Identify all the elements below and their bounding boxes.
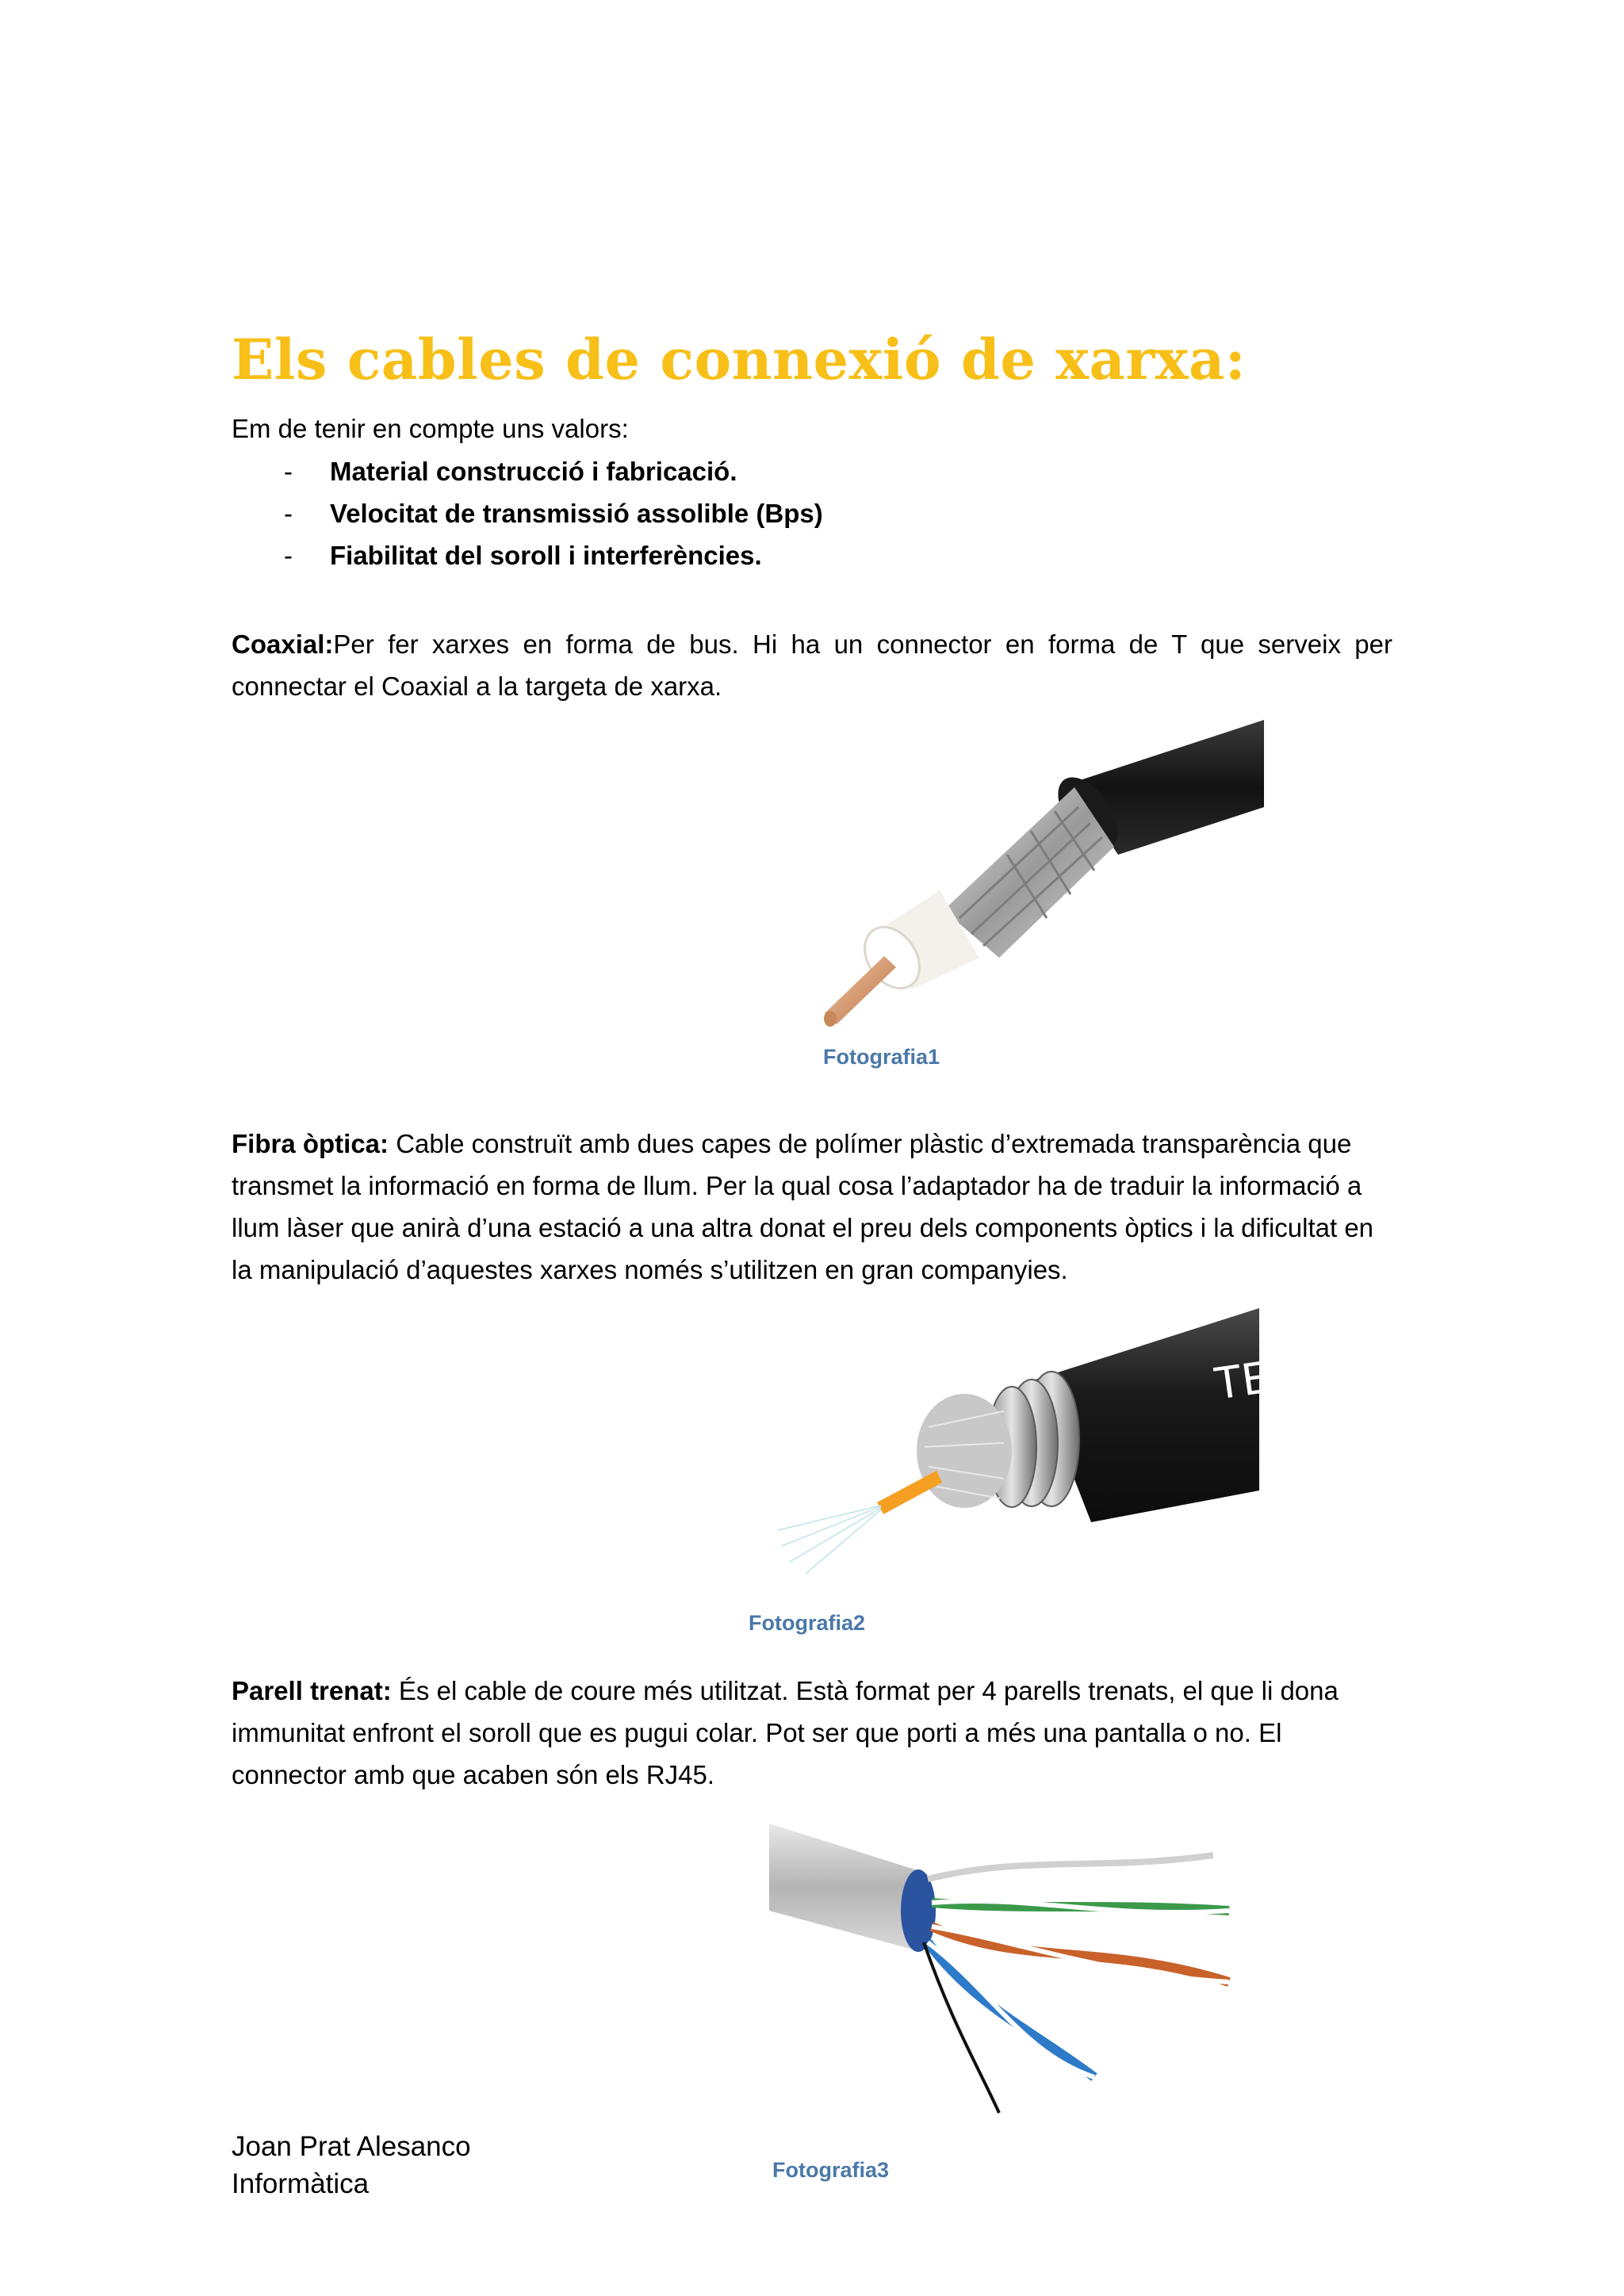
criteria-list	[232, 450, 823, 576]
parell-text: És el cable de coure més utilitzat. Està format per 4 parells trenats, el que li dona immunitat enfront el soroll que es pugui colar. Pot ser que porti a més una pantalla o no. El connector amb que acaben són els RJ45.	[232, 1676, 1339, 1789]
cable-brand-text: TE	[1210, 1350, 1277, 1410]
twisted-pair-cable-photo	[769, 1823, 1308, 2117]
bullet-marker: -	[284, 541, 293, 570]
bullet-marker: -	[284, 457, 293, 486]
parell-label: Parell trenat:	[232, 1676, 392, 1705]
list-item: - Fiabilitat del soroll i interferències.	[232, 534, 823, 576]
parell-paragraph	[232, 1670, 1392, 1796]
coaxial-label: Coaxial:	[232, 629, 334, 659]
list-item: - Material construcció i fabricació.	[232, 450, 823, 492]
fibra-paragraph	[232, 1123, 1392, 1291]
coaxial-paragraph	[232, 623, 1392, 707]
intro-text: Em de tenir en compte uns valors:	[232, 414, 629, 443]
photo-caption: Fotografia2	[749, 1611, 866, 1635]
fibra-text: Cable construït amb dues capes de polímer plàstic d’extremada transparència que transmet la informació en forma de llum. Per la qual cosa l’adaptador ha de traduir la informació a llum làser que anirà d’una estació a una altra donat el preu dels components òptics i la dificultat en la manipulació d’aquestes xarxes només s’utilitzen en gran companyies.	[232, 1129, 1374, 1284]
page-title: Els cables de connexió de xarxa:	[232, 327, 1247, 392]
bullet-marker: -	[284, 499, 293, 528]
coaxial-cable-photo	[809, 720, 1264, 1027]
list-item: - Velocitat de transmissió assolible (Bps)	[232, 492, 823, 534]
footer	[232, 2128, 471, 2202]
author-name: Joan Prat Alesanco	[232, 2131, 471, 2162]
coaxial-text: Per fer xarxes en forma de bus. Hi ha un connector en forma de T que serveix per connectar el Coaxial a la targeta de xarxa.	[232, 629, 1392, 701]
fiber-optic-cable-photo	[774, 1308, 1277, 1598]
photo-caption: Fotografia1	[823, 1045, 940, 1069]
photo-caption: Fotografia3	[772, 2158, 890, 2182]
fibra-label: Fibra òptica:	[232, 1129, 389, 1158]
subject-name: Informàtica	[232, 2168, 370, 2199]
